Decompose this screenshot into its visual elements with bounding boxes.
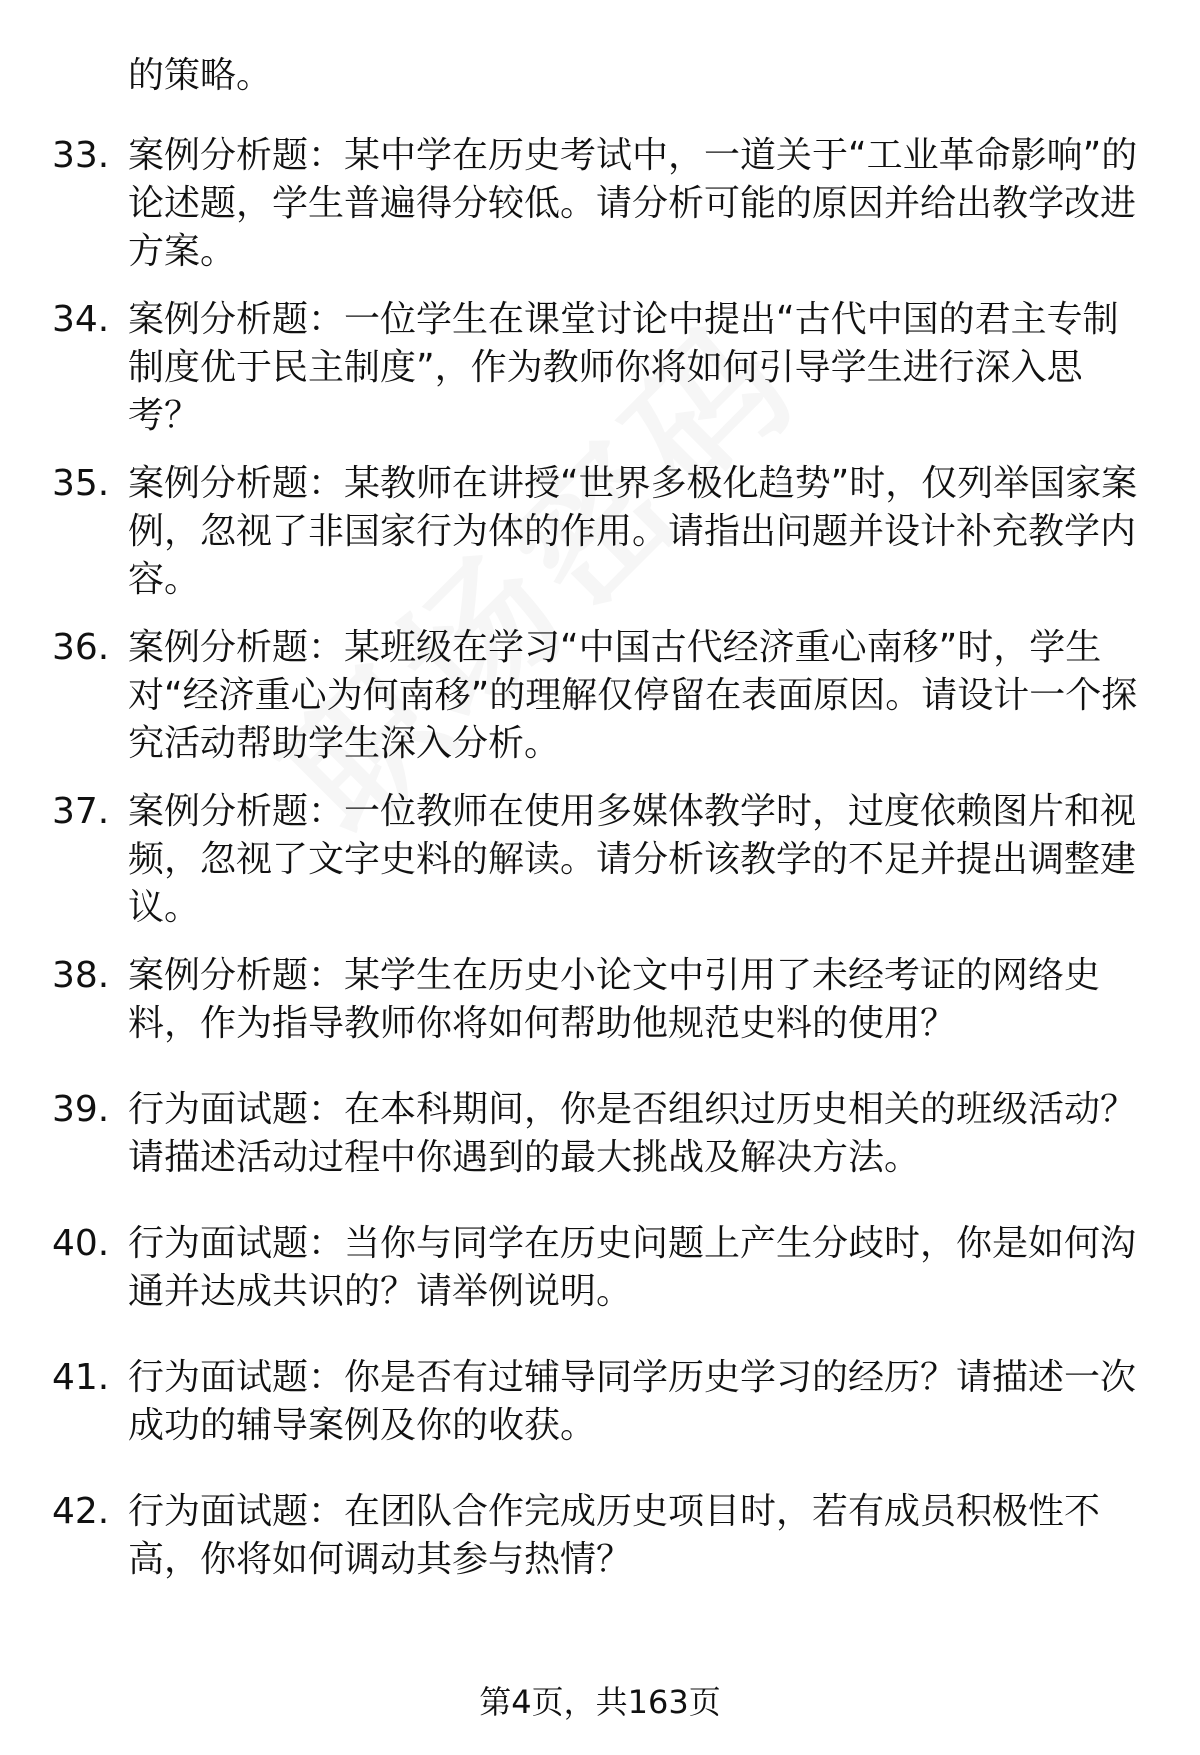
question-number: 34. [52, 299, 110, 340]
question-number: 40. [52, 1223, 110, 1264]
question-text: 行为面试题：你是否有过辅导同学历史学习的经历？请描述一次成功的辅导案例及你的收获。 [128, 1357, 1137, 1446]
question-number: 41. [52, 1357, 110, 1398]
question-text: 行为面试题：在本科期间，你是否组织过历史相关的班级活动？请描述活动过程中你遇到的最大挑战及解决方法。 [128, 1089, 1137, 1178]
continuation-text: 的策略。 [128, 55, 273, 96]
question-text: 案例分析题：一位学生在课堂讨论中提出“古代中国的君主专制制度优于民主制度”，作为教师你将如何引导学生进行深入思考？ [128, 299, 1119, 436]
page-number-footer: 第4页，共163页 [479, 1683, 721, 1721]
question-text: 案例分析题：某中学在历史考试中，一道关于“工业革命影响”的论述题，学生普遍得分较低。请分析可能的原因并给出教学改进方案。 [128, 135, 1138, 272]
question-text: 行为面试题：当你与同学在历史问题上产生分歧时，你是如何沟通并达成共识的？请举例说明。 [128, 1223, 1137, 1312]
question-number: 37. [52, 791, 110, 832]
question-number: 38. [52, 955, 110, 996]
question-text: 案例分析题：某学生在历史小论文中引用了未经考证的网络史料，作为指导教师你将如何帮助他规范史料的使用？ [128, 955, 1101, 1044]
question-text: 案例分析题：某班级在学习“中国古代经济重心南移”时，学生对“经济重心为何南移”的理解仅停留在表面原因。请设计一个探究活动帮助学生深入分析。 [128, 627, 1138, 764]
question-text: 行为面试题：在团队合作完成历史项目时，若有成员积极性不高，你将如何调动其参与热情？ [128, 1491, 1101, 1580]
question-text: 案例分析题：某教师在讲授“世界多极化趋势”时，仅列举国家案例，忽视了非国家行为体的作用。请指出问题并设计补充教学内容。 [128, 463, 1138, 600]
question-number: 35. [52, 463, 110, 504]
question-number: 33. [52, 135, 110, 176]
question-number: 36. [52, 627, 110, 668]
question-number: 39. [52, 1089, 110, 1130]
question-number: 42. [52, 1491, 110, 1532]
question-text: 案例分析题：一位教师在使用多媒体教学时，过度依赖图片和视频，忽视了文字史料的解读。请分析该教学的不足并提出调整建议。 [128, 791, 1137, 928]
